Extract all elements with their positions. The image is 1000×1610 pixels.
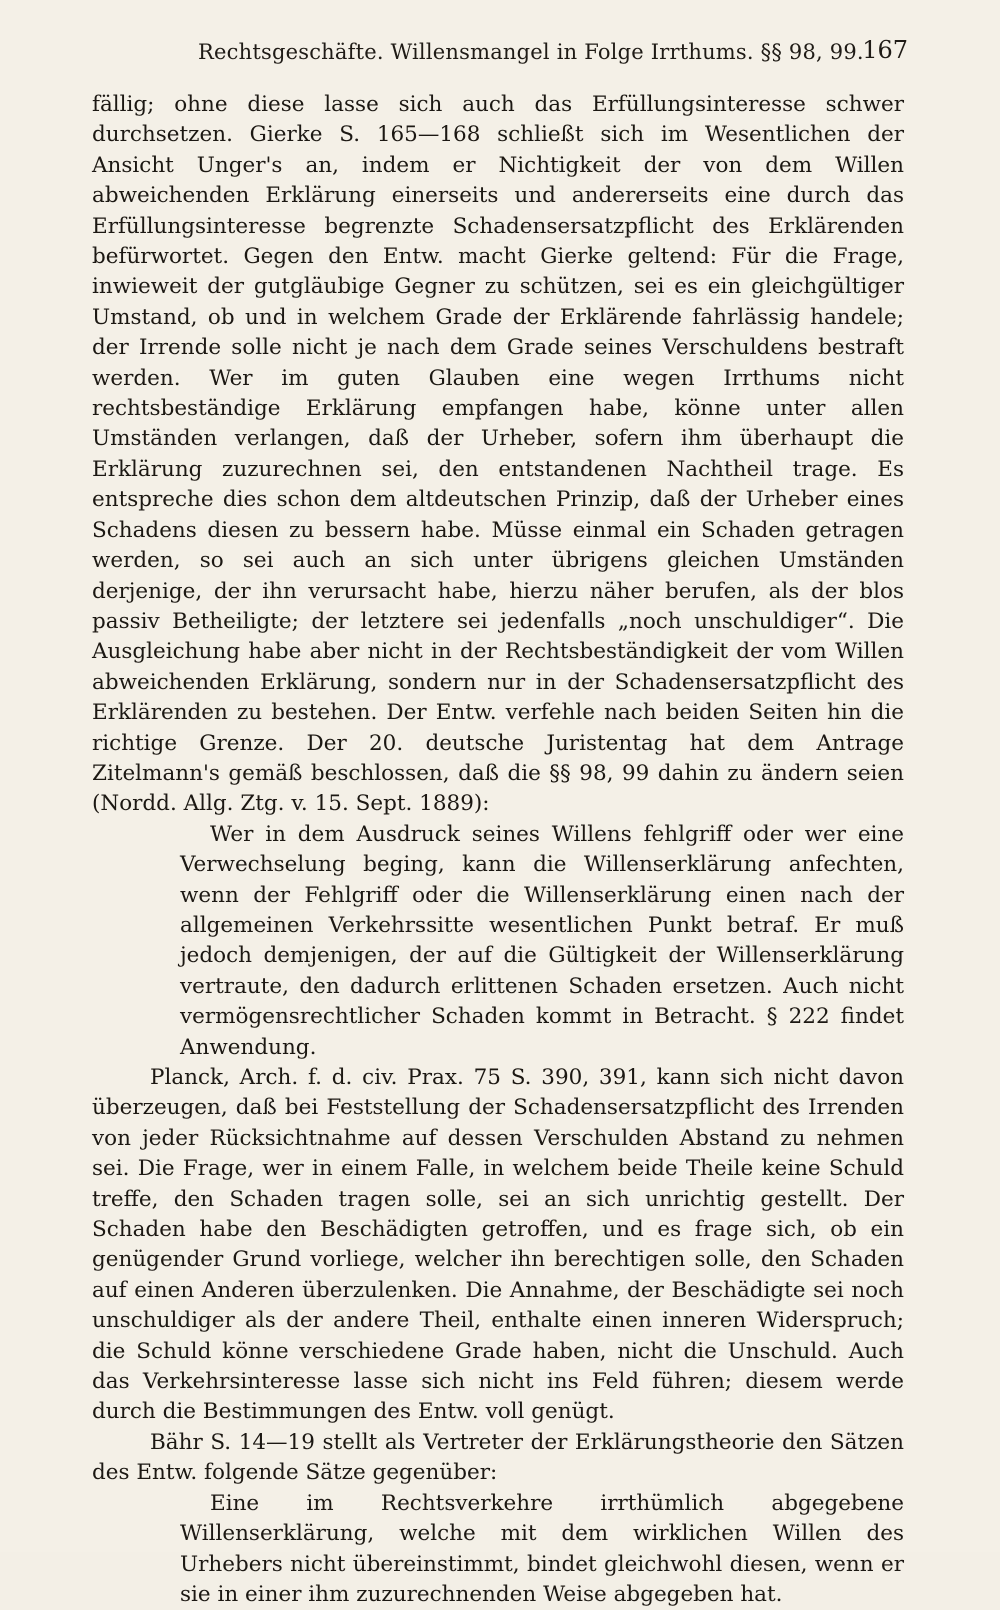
body-text: [92, 90, 904, 1610]
quote-juristentag: Wer in dem Ausdruck seines Willens fehlgriff oder wer eine Verwechselung beging, kann die Willenserklärung anfechten, wenn der Fehlgriff oder die Willenserklärung einen nach der allgemeinen Verkehrssitte wesentlichen Punkt betraf. Er muß jedoch demjenigen, der auf die Gültigkeit der Willenserklärung vertraute, den dadurch erlittenen Schaden ersetzen. Auch nicht vermögensrechtlicher Schaden kommt in Betracht. § 222 findet Anwendung.: [180, 821, 904, 1060]
page-header: [198, 36, 908, 76]
running-head: Rechtsgeschäfte. Willensmangel in Folge Irrthums. §§ 98, 99.: [198, 40, 864, 64]
quote-baehr: Eine im Rechtsverkehre irrthümlich abgegebene Willenserklärung, welche mit dem wirklichen Willen des Urhebers nicht übereinstimmt, bindet gleichwohl diesen, wenn er sie in einer ihm zuzurechnenden Weise abgegeben hat.: [180, 1490, 904, 1607]
paragraph-baehr: Bähr S. 14—19 stellt als Vertreter der Erklärungstheorie den Sätzen des Entw. folgende Sätze gegenüber:: [92, 1429, 904, 1486]
paragraph-gierke: fällig; ohne diese lasse sich auch das Erfüllungsinteresse schwer durchsetzen. Gierke S. 165—168 schließt sich im Wesentlichen der Ansicht Unger's an, indem er Nichtigkeit der von dem Willen abweichenden Erklärung einerseits und andererseits eine durch das Erfüllungsinteresse begrenzte Schadensersatzpflicht des Erklärenden befürwortet. Gegen den Entw. macht Gierke geltend: Für die Frage, inwieweit der gutgläubige Gegner zu schützen, sei es ein gleichgültiger Umstand, ob und in welchem Grade der Erklärende fahrlässig handele; der Irrende solle nicht je nach dem Grade seines Verschuldens bestraft werden. Wer im guten Glauben eine wegen Irrthums nicht rechtsbeständige Erklärung empfangen habe, könne unter allen Umständen verlangen, daß der Urheber, sofern ihm überhaupt die Erklärung zuzurechnen sei, den entstandenen Nachtheil trage. Es entspreche dies schon dem altdeutschen Prinzip, daß der Urheber eines Schadens diesen zu bessern habe. Müsse einmal ein Schaden getragen werden, so sei auch an sich unter übrigens gleichen Umständen derjenige, der ihn verursacht habe, hierzu näher berufen, als der blos passiv Betheiligte; der letztere sei jedenfalls „noch unschuldiger“. Die Ausgleichung habe aber nicht in der Rechtsbeständigkeit der vom Willen abweichenden Erklärung, sondern nur in der Schadensersatzpflicht des Erklärenden zu bestehen. Der Entw. verfehle nach beiden Seiten hin die richtige Grenze. Der 20. deutsche Juristentag hat dem Antrage Zitelmann's gemäß beschlossen, daß die §§ 98, 99 dahin zu ändern seien (Nordd. Allg. Ztg. v. 15. Sept. 1889):: [92, 92, 904, 817]
paragraph-planck: Planck, Arch. f. d. civ. Prax. 75 S. 390, 391, kann sich nicht davon überzeugen, daß bei Feststellung der Schadensersatzpflicht des Irrenden von jeder Rücksichtnahme auf dessen Verschulden Abstand zu nehmen sei. Die Frage, wer in einem Falle, in welchem beide Theile keine Schuld treffe, den Schaden tragen solle, sei an sich unrichtig gestellt. Der Schaden habe den Beschädigten getroffen, und es frage sich, ob ein genügender Grund vorliege, welcher ihn berechtigen solle, den Schaden auf einen Anderen überzulenken. Die Annahme, der Beschädigte sei noch unschuldiger als der andere Theil, enthalte einen inneren Widerspruch; die Schuld könne verschiedene Grade haben, nicht die Unschuld. Auch das Verkehrsinteresse lasse sich nicht ins Feld führen; diesem werde durch die Bestimmungen des Entw. voll genügt.: [92, 1065, 904, 1425]
page-number: 167: [862, 36, 908, 64]
